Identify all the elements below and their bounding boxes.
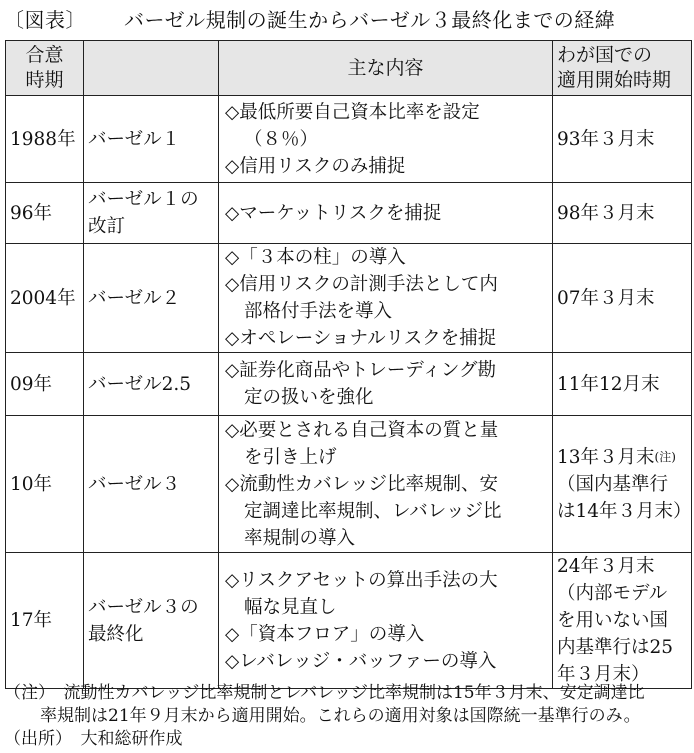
cell-start	[553, 416, 692, 553]
note-line: 率規制は21年９月末から適用開始。これらの適用対象は国際統一基準行のみ。	[40, 706, 641, 726]
cell-name	[84, 244, 219, 353]
figure-title-text: バーゼル規制の誕生からバーゼル３最終化までの経緯	[124, 8, 616, 32]
cell-content-line: ◇「３本の柱」の導入	[225, 247, 406, 268]
cell-start	[553, 353, 692, 416]
cell-name-line: 改訂	[88, 216, 126, 237]
cell-content-line: ◇流動性カバレッジ比率規制、安	[225, 473, 499, 495]
header-period-line: 合意	[25, 44, 64, 66]
header-start-line: わが国での	[557, 44, 653, 66]
table-row	[6, 183, 692, 244]
cell-content	[219, 416, 553, 553]
cell-start	[553, 96, 692, 183]
cell-content	[219, 183, 553, 244]
cell-period: 96年	[6, 183, 84, 244]
cell-content-line: ◇レバレッジ・バッファーの導入	[225, 650, 497, 672]
table-row	[6, 96, 692, 183]
header-start	[553, 41, 692, 96]
cell-period: 2004年	[6, 244, 84, 353]
cell-name	[84, 183, 219, 244]
cell-name-line: 最終化	[88, 623, 144, 645]
footnotes	[4, 682, 645, 751]
table-row	[6, 353, 692, 416]
cell-content	[219, 244, 553, 353]
cell-content-line: ◇マーケットリスクを捕捉	[225, 202, 442, 224]
cell-content-line: 部格付手法を導入	[244, 301, 393, 322]
cell-start	[553, 183, 692, 244]
cell-period: 1988年	[6, 96, 84, 183]
cell-content-line: （８％）	[244, 128, 319, 150]
cell-content-line: 幅な見直し	[244, 596, 337, 618]
cell-content-line: 定の扱いを強化	[244, 387, 374, 408]
cell-content-line: 定調達比率規制、レバレッジ比	[244, 500, 502, 522]
cell-name	[84, 416, 219, 553]
cell-start-line: 13年３月末	[557, 446, 655, 468]
cell-content-line: ◇信用リスクの計測手法として内	[225, 274, 498, 295]
table-header-row	[6, 41, 692, 96]
cell-start-line: 98年３月末	[557, 202, 655, 224]
basel-history-table	[5, 40, 692, 689]
cell-start	[553, 553, 692, 689]
cell-content-line: 率規制の導入	[244, 527, 356, 549]
cell-period: 10年	[6, 416, 84, 553]
cell-start-line: （内部モデル	[557, 583, 668, 604]
header-period-line: 時期	[25, 69, 64, 91]
cell-name-line: バーゼル１	[88, 128, 181, 150]
cell-start-line: 年３月末）	[557, 664, 650, 685]
cell-content-line: ◇「資本フロア」の導入	[225, 623, 425, 645]
header-period	[6, 41, 84, 96]
cell-content-line: を引き上げ	[244, 446, 337, 468]
figure-title	[4, 4, 615, 33]
cell-start-line: 07年３月末	[557, 287, 655, 309]
cell-start-line: 24年３月末	[557, 556, 655, 577]
cell-start-line: （国内基準行	[557, 473, 669, 495]
cell-name-line: バーゼル１の	[88, 189, 199, 210]
cell-name	[84, 96, 219, 183]
cell-start-line: を用いない国	[557, 610, 669, 631]
note-marker: (注)	[654, 449, 676, 464]
cell-start	[553, 244, 692, 353]
cell-name	[84, 553, 219, 689]
table-row	[6, 553, 692, 689]
cell-name	[84, 353, 219, 416]
header-content: 主な内容	[219, 41, 553, 96]
cell-period: 17年	[6, 553, 84, 689]
cell-content-line: ◇リスクアセットの算出手法の大	[225, 569, 498, 591]
cell-content-line: ◇最低所要自己資本比率を設定	[225, 101, 480, 123]
table-row	[6, 244, 692, 353]
cell-name-line: バーゼル2.5	[88, 373, 192, 395]
header-name	[84, 41, 219, 96]
header-start-line: 適用開始時期	[557, 69, 672, 91]
note-line: （注） 流動性カバレッジ比率規制とレバレッジ比率規制は15年３月末、安定調達比	[4, 683, 645, 703]
cell-start-line: 内基準行は25	[557, 637, 674, 658]
cell-content	[219, 353, 553, 416]
cell-start-line: は14年３月末）	[557, 500, 692, 522]
cell-content-line: ◇必要とされる自己資本の質と量	[225, 419, 499, 441]
cell-name-line: バーゼル３	[88, 473, 181, 495]
table-row	[6, 416, 692, 553]
cell-content-line: ◇証券化商品やトレーディング勘	[225, 360, 497, 381]
cell-content-line: ◇オペレーショナルリスクを捕捉	[225, 328, 497, 349]
cell-content	[219, 553, 553, 689]
cell-name-line: バーゼル２	[88, 287, 181, 309]
source-line: （出所） 大和総研作成	[4, 729, 183, 749]
cell-start-line: 93年３月末	[557, 128, 655, 150]
cell-start-line: 11年12月末	[557, 373, 660, 395]
cell-content	[219, 96, 553, 183]
figure-label: 〔図表〕	[4, 8, 86, 32]
cell-content-line: ◇信用リスクのみ捕捉	[225, 155, 406, 177]
cell-period: 09年	[6, 353, 84, 416]
cell-name-line: バーゼル３の	[88, 596, 199, 618]
